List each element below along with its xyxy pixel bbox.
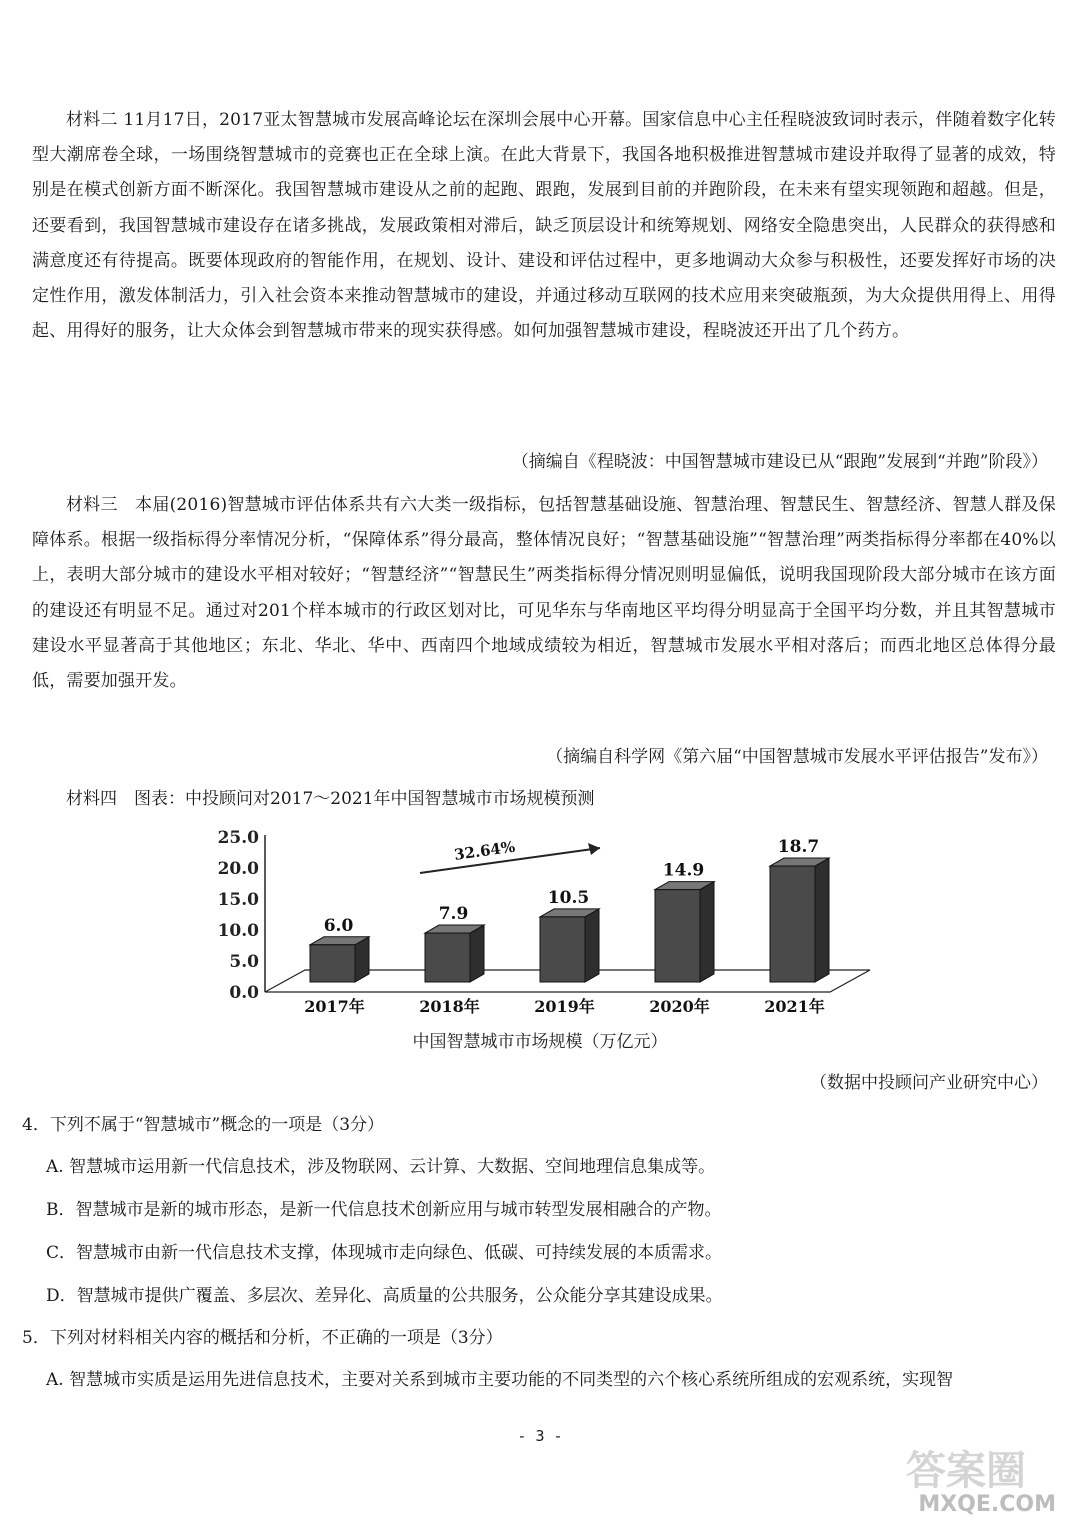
x-tick-label: 2017年	[304, 997, 365, 1016]
question-5-option-a: A. 智慧城市实质是运用先进信息技术，主要对关系到城市主要功能的不同类型的六个核心系统所组成的宏观系统，实现智	[46, 1370, 954, 1390]
material-two-paragraph: 材料二 11月17日，2017亚太智慧城市发展高峰论坛在深圳会展中心开幕。国家信息中心主任程晓波致词时表示，伴随着数字化转型大潮席卷全球，一场围绕智慧城市的竞赛也正在全球上演。在此大背景下，我国各地积极推进智慧城市建设并取得了显著的成效，特别是在模式创新方面不断深化。我国智慧城市建设从之前的起跑、跟跑，发展到目前的并跑阶段，在未来有望实现领跑和超越。但是，还要看到，我国智慧城市建设存在诸多挑战，发展政策相对滞后，缺乏顶层设计和统筹规划、网络安全隐患突出，人民群众的获得感和满意度还有待提高。既要体现政府的智能作用，在规划、设计、建设和评估过程中，更多地调动大众参与积极性，还要发挥好市场的决定性作用，激发体制活力，引入社会资本来推动智慧城市的建设，并通过移动互联网的技术应用来突破瓶颈，为大众提供用得上、用得起、用得好的服务，让大众体会到智慧城市带来的现实获得感。如何加强智慧城市建设，程晓波还开出了几个药方。	[32, 110, 1056, 342]
bar	[310, 945, 355, 982]
bar	[425, 933, 470, 982]
question-4-option-a: A. 智慧城市运用新一代信息技术，涉及物联网、云计算、大数据、空间地理信息集成等。	[46, 1157, 716, 1177]
bar	[540, 917, 585, 982]
bar-value-label: 14.9	[662, 860, 705, 881]
material-three-paragraph: 材料三 本届(2016)智慧城市评估体系共有六大类一级指标，包括智慧基础设施、智慧治理、智慧民生、智慧经济、智慧人群及保障体系。根据一级指标得分率情况分析，“保障体系”得分最高，整体情况良好；“智慧基础设施”“智慧治理”两类指标得分率都在40%以上，表明大部分城市的建设水平相对较好；“智慧经济”“智慧民生”两类指标得分情况则明显偏低，说明我国现阶段大部分城市在该方面的建设还有明显不足。通过对201个样本城市的行政区划对比，可见华东与华南地区平均得分明显高于全国平均分数，并且其智慧城市建设水平显著高于其他地区；东北、华北、华中、西南四个地域成绩较为相近，智慧城市发展水平相对落后；而西北地区总体得分最低，需要加强开发。	[32, 495, 1056, 692]
question-4-option-d: D．智慧城市提供广覆盖、多层次、差异化、高质量的公共服务，公众能分享其建设成果。	[46, 1286, 723, 1306]
bar-chart-svg	[205, 815, 885, 1030]
material-four-heading: 材料四 图表：中投顾问对2017～2021年中国智慧城市市场规模预测	[66, 789, 595, 809]
growth-annotation: 32.64%	[453, 837, 517, 864]
site-logo	[876, 1439, 1066, 1519]
bar-side	[815, 858, 829, 982]
y-tick-label: 5.0	[229, 952, 259, 972]
x-tick-label: 2021年	[764, 997, 825, 1016]
question-4-option-b: B．智慧城市是新的城市形态，是新一代信息技术创新应用与城市转型发展相融合的产物。	[46, 1200, 722, 1220]
question-4-option-c: C．智慧城市由新一代信息技术支撑，体现城市走向绿色、低碳、可持续发展的本质需求。	[46, 1243, 723, 1263]
x-tick-label: 2018年	[419, 997, 480, 1016]
growth-arrow-head	[588, 843, 600, 855]
material-two-source: （摘编自《程晓波：中国智慧城市建设已从“跟跑”发展到“并跑”阶段》）	[511, 452, 1048, 472]
bar-side	[700, 882, 714, 982]
chart-caption: 中国智慧城市市场规模（万亿元）	[412, 1032, 668, 1052]
chart-source: （数据中投顾问产业研究中心）	[810, 1073, 1048, 1093]
y-tick-label: 10.0	[217, 921, 259, 941]
bar-side	[585, 909, 599, 982]
material-three-source: （摘编自科学网《第六届“中国智慧城市发展水平评估报告”发布》）	[546, 747, 1048, 767]
x-tick-label: 2020年	[649, 997, 710, 1016]
page-number: - 3 -	[517, 1427, 563, 1445]
bar	[770, 866, 815, 982]
bar-value-label: 6.0	[323, 915, 354, 936]
x-tick-label: 2019年	[534, 997, 595, 1016]
bar-value-label: 7.9	[438, 904, 469, 925]
logo-url: MXQE.COM	[918, 1492, 1056, 1517]
y-tick-label: 0.0	[229, 983, 259, 1003]
y-tick-label: 15.0	[217, 890, 259, 910]
bar	[655, 890, 700, 982]
bar-value-label: 18.7	[777, 837, 820, 858]
bar-value-label: 10.5	[547, 887, 590, 908]
logo-mark: 答案圈	[906, 1448, 1026, 1494]
y-tick-label: 20.0	[217, 859, 259, 879]
market-size-chart	[205, 815, 885, 1030]
question-5-stem: 5．下列对材料相关内容的概括和分析，不正确的一项是（3分）	[22, 1328, 503, 1348]
y-tick-label: 25.0	[217, 828, 259, 848]
bar-side	[470, 925, 484, 982]
question-4-stem: 4．下列不属于“智慧城市”概念的一项是（3分）	[22, 1115, 385, 1135]
